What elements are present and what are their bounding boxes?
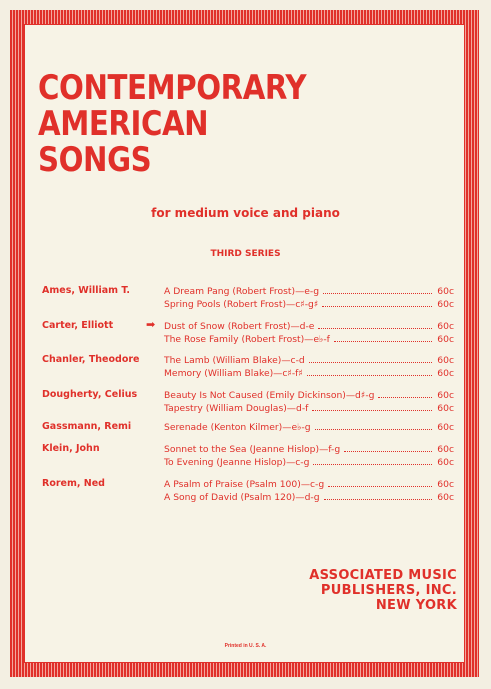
song-title: Memory (William Blake)—c♯-f♯ — [164, 368, 303, 379]
cover-title — [38, 70, 306, 178]
song-row — [164, 443, 454, 455]
dot-leader — [344, 443, 432, 452]
composer-name: Dougherty, Celius — [42, 389, 138, 400]
arrow-right-icon: ➡ — [146, 319, 156, 331]
song-title: Sonnet to the Sea (Jeanne Hislop)—f-g — [164, 444, 341, 455]
song-row — [164, 333, 454, 345]
song-price: 60c — [437, 355, 454, 366]
dot-leader — [334, 333, 432, 342]
song-price: 60c — [437, 479, 454, 490]
song-price: 60c — [437, 368, 454, 379]
song-row — [164, 456, 454, 468]
song-row — [164, 285, 454, 297]
song-price: 60c — [437, 321, 454, 332]
dot-leader — [307, 367, 432, 376]
dot-leader — [315, 421, 432, 430]
dot-leader — [323, 285, 432, 294]
song-title: A Song of David (Psalm 120)—d-g — [164, 492, 320, 503]
dot-leader — [322, 298, 432, 307]
subtitle: for medium voice and piano — [151, 206, 340, 220]
song-price: 60c — [437, 299, 454, 310]
dot-leader — [378, 389, 432, 398]
publisher-line: ASSOCIATED MUSIC — [309, 568, 457, 583]
song-row — [164, 298, 454, 310]
song-price: 60c — [437, 444, 454, 455]
song-price: 60c — [437, 457, 454, 468]
title-line: AMERICAN — [38, 104, 209, 144]
dot-leader — [318, 320, 432, 329]
song-row — [164, 354, 454, 366]
song-title: A Psalm of Praise (Psalm 100)—c-g — [164, 479, 325, 490]
publisher-line: NEW YORK — [375, 598, 457, 613]
song-price: 60c — [437, 334, 454, 345]
song-price: 60c — [437, 286, 454, 297]
dot-leader — [324, 491, 432, 500]
song-title: A Dream Pang (Robert Frost)—e-g — [164, 286, 320, 297]
song-row — [164, 421, 454, 433]
song-title: Serenade (Kenton Kilmer)—e♭-g — [164, 422, 311, 433]
song-price: 60c — [437, 390, 454, 401]
dot-leader — [309, 354, 432, 363]
printed-in-note: Printed in U. S. A. — [224, 643, 267, 649]
title-line: SONGS — [38, 140, 152, 180]
series-label: THIRD SERIES — [210, 249, 281, 259]
song-row — [164, 402, 454, 414]
composer-name: Rorem, Ned — [42, 478, 105, 489]
song-row — [164, 491, 454, 503]
dot-leader — [313, 456, 432, 465]
song-title: Spring Pools (Robert Frost)—c♯-g♯ — [164, 299, 319, 310]
song-title: To Evening (Jeanne Hislop)—c-g — [164, 457, 310, 468]
dot-leader — [312, 402, 432, 411]
publisher-line: PUBLISHERS, INC. — [320, 583, 457, 598]
composer-name: Chanler, Theodore — [42, 354, 140, 365]
composer-name: Carter, Elliott — [42, 320, 114, 331]
song-title: Beauty Is Not Caused (Emily Dickinson)—d♯-g — [164, 390, 375, 401]
title-line: CONTEMPORARY — [38, 68, 307, 108]
song-row — [164, 320, 454, 332]
publisher-block — [309, 568, 457, 613]
song-title: Tapestry (William Douglas)—d-f — [164, 403, 309, 414]
song-title: The Lamb (William Blake)—c-d — [164, 355, 305, 366]
composer-name: Ames, William T. — [42, 285, 131, 296]
song-row — [164, 367, 454, 379]
song-row — [164, 478, 454, 490]
song-price: 60c — [437, 422, 454, 433]
song-title: Dust of Snow (Robert Frost)—d-e — [164, 321, 315, 332]
song-row — [164, 389, 454, 401]
song-price: 60c — [437, 403, 454, 414]
song-price: 60c — [437, 492, 454, 503]
dot-leader — [328, 478, 432, 487]
composer-name: Gassmann, Remi — [42, 421, 132, 432]
composer-name: Klein, John — [42, 443, 100, 454]
song-title: The Rose Family (Robert Frost)—e♭-f — [164, 334, 330, 345]
